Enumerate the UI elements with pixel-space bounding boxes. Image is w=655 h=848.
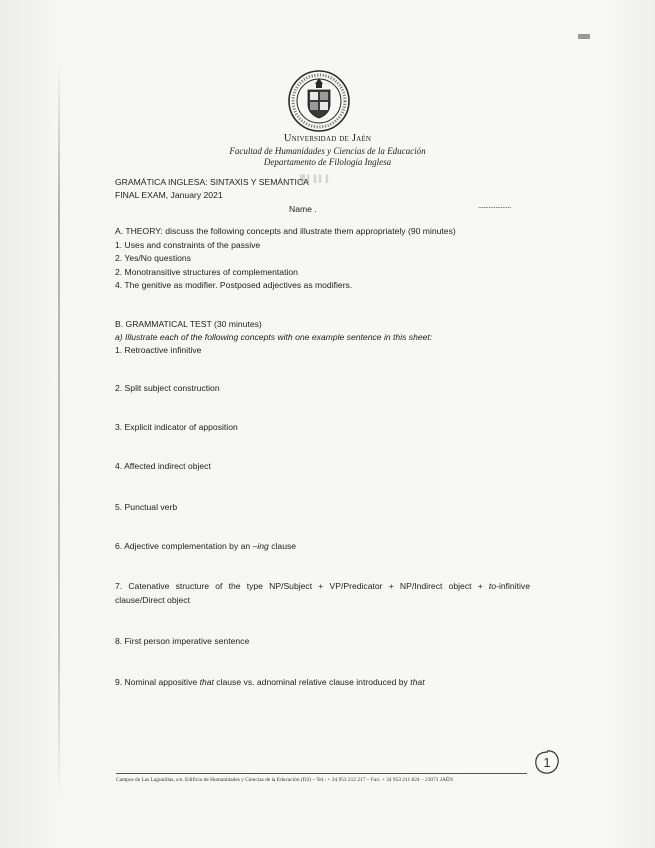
question-2: 2. Split subject construction	[115, 383, 220, 393]
question-9-text: 9. Nominal appositive	[115, 677, 200, 687]
question-8: 8. First person imperative sentence	[115, 636, 250, 646]
question-6-text: 6. Adjective complementation by an –	[115, 541, 258, 551]
course-title: GRAMÁTICA INGLESA: SINTAXIS Y SEMÁNTICA	[115, 177, 309, 187]
section-a-item-4: 4. The genitive as modifier. Postposed adjectives as modifiers.	[115, 280, 353, 290]
page-number-text: 1	[543, 755, 551, 770]
name-label: Name .	[289, 204, 317, 214]
university-name: Universidad de Jaén	[283, 133, 372, 144]
section-a-item-3: 2. Monotransitive structures of complementation	[115, 267, 298, 277]
handwritten-page-number	[533, 748, 561, 776]
question-9	[115, 677, 425, 687]
question-3: 3. Explicit indicator of apposition	[115, 422, 238, 432]
footer-divider	[116, 773, 527, 774]
exam-session: FINAL EXAM, January 2021	[115, 190, 223, 200]
question-6-italic: ing	[257, 541, 269, 551]
question-9-italic-2: that	[410, 677, 425, 687]
question-7-text: 7. Catenative structure of the type NP/Subject + VP/Predicator + NP/Indirect object +	[115, 581, 489, 591]
university-seal-icon	[288, 70, 350, 132]
question-5: 5. Punctual verb	[115, 502, 178, 512]
faculty-name: Facultad de Humanidades y Ciencias de la Educación	[229, 146, 426, 156]
section-a-item-2: 2. Yes/No questions	[115, 253, 191, 263]
section-a-item-1: 1. Uses and constraints of the passive	[115, 240, 261, 250]
footer-address: Campus de Las Lagunillas, s/n. Edificio de Humanidades y Ciencias de la Educación (D2) – Tel.: + 34 953 212 217 – Fax: + 34 953 211 824 – 23071 JAÉN	[116, 777, 454, 783]
question-6	[115, 541, 296, 551]
question-9-italic-1: that	[199, 677, 214, 687]
question-9-mid: clause vs. adnominal relative clause introduced by	[213, 677, 411, 687]
name-blank[interactable]: ...................	[478, 201, 511, 210]
question-7-end: -infinitive clause/Direct object	[115, 581, 530, 605]
question-7-italic: to	[488, 581, 497, 591]
question-6-end: clause	[268, 541, 297, 551]
section-b-heading: B. GRAMMATICAL TEST (30 minutes)	[115, 319, 262, 329]
department-name: Departamento de Filología Inglesa	[263, 157, 392, 167]
question-7	[115, 580, 530, 607]
bleed-through-mark: █ ▌ ▌▌ ▌	[300, 176, 331, 183]
section-a-heading: A. THEORY: discuss the following concepts and illustrate them appropriately (90 minutes)	[115, 226, 456, 236]
question-1: 1. Retroactive infinitive	[115, 345, 202, 355]
section-b-instruction: a) Illustrate each of the following concepts with one example sentence in this sheet:	[115, 332, 433, 342]
question-4: 4. Affected indirect object	[115, 461, 211, 471]
